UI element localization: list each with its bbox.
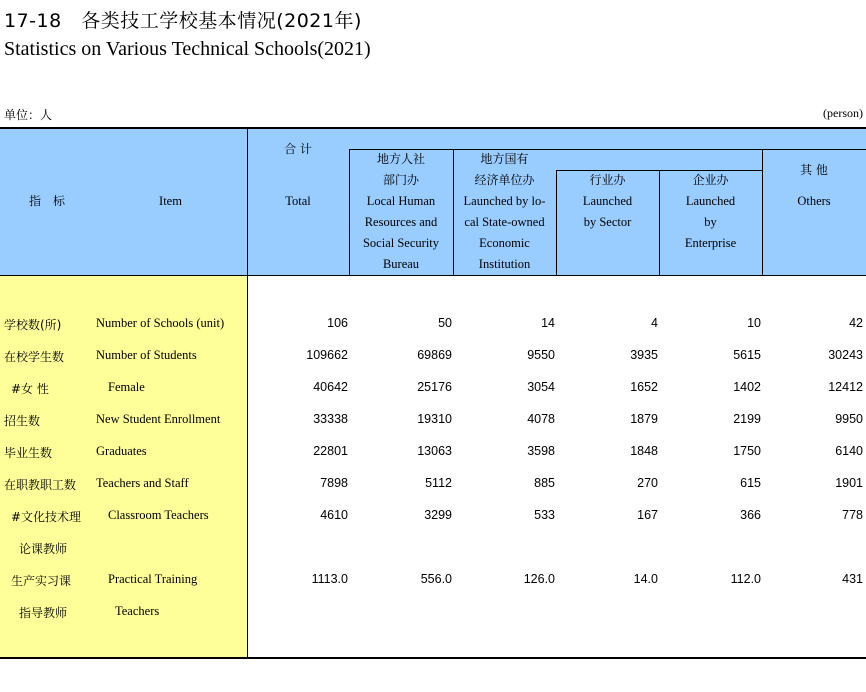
header-indicator: 指 标: [28, 194, 65, 208]
row-label-cn: #文化技术理: [11, 510, 82, 524]
row-label-en: Practical Training: [108, 572, 198, 586]
header-state-owned: 地方国有 经济单位办 Launched by lo- cal State-owned Economic Institution: [463, 152, 546, 271]
table-cell: 33338: [313, 412, 348, 426]
table-cell: 112.0: [730, 572, 761, 586]
table-cell: 42: [849, 316, 863, 330]
table-cell: 10: [747, 316, 761, 330]
table-cell: 1402: [733, 380, 761, 394]
header-item: Item: [159, 194, 182, 208]
table-cell: 5112: [425, 476, 452, 490]
row-label-cn: 生产实习课: [11, 574, 72, 588]
table-cell: 109662: [306, 348, 348, 362]
row-label-cn: 指导教师: [19, 606, 68, 620]
row-label-en: Number of Schools (unit): [96, 316, 225, 330]
row-label-en: New Student Enrollment: [96, 412, 221, 426]
table-cell: 126.0: [523, 572, 555, 586]
table-cell: 22801: [313, 444, 348, 458]
table-bottom-rule: [0, 657, 866, 659]
header-total-en: Total: [285, 194, 311, 208]
unit-label-cn: 单位：人: [4, 108, 53, 122]
table-cell: 6140: [835, 444, 863, 458]
table-cell: 885: [534, 476, 555, 490]
table-cell: 778: [842, 508, 863, 522]
table-cell: 12412: [828, 380, 863, 394]
table-cell: 270: [637, 476, 658, 490]
row-label-cn: #女 性: [11, 382, 49, 396]
table-cell: 4: [651, 316, 658, 330]
table-cell: 3299: [424, 508, 452, 522]
table-cell: 2199: [733, 412, 761, 426]
table-cell: 3598: [527, 444, 555, 458]
table-cell: 7898: [320, 476, 348, 490]
table-cell: 1652: [630, 380, 658, 394]
table-cell: 4078: [527, 412, 555, 426]
row-label-en: Classroom Teachers: [108, 508, 209, 522]
table-cell: 1901: [835, 476, 863, 490]
table-cell: 1750: [733, 444, 761, 458]
header-bottom-rule: [0, 275, 866, 276]
table-stub-background: [0, 276, 247, 658]
header-local-hr: 地方人社 部门办 Local Human Resources and Social Security Bureau: [362, 152, 440, 271]
header-others: 其 他 Others: [797, 163, 831, 208]
table-cell: 13063: [417, 444, 452, 458]
row-label-cn: 论课教师: [19, 542, 68, 556]
table-cell: 167: [637, 508, 658, 522]
row-label-cn: 招生数: [4, 414, 41, 428]
table-cell: 1113.0: [311, 572, 348, 586]
table-cell: 14.0: [633, 572, 658, 586]
table-cell: 30243: [828, 348, 863, 362]
table-cell: 615: [740, 476, 761, 490]
header-total-cn: 合 计: [284, 142, 312, 156]
table-cell: 40642: [313, 380, 348, 394]
table-cell: 9550: [527, 348, 555, 362]
header-enterprise: 企业办 Launched by Enterprise: [684, 173, 737, 250]
row-label-en: Number of Students: [96, 348, 197, 362]
row-label-cn: 在校学生数: [4, 350, 65, 364]
table-cell: 69869: [417, 348, 452, 362]
table-cell: 14: [541, 316, 555, 330]
row-label-cn: 学校数(所): [4, 318, 62, 332]
table-cell: 50: [438, 316, 452, 330]
table-cell: 1879: [630, 412, 658, 426]
table-cell: 533: [534, 508, 555, 522]
unit-label-en: (person): [823, 106, 863, 120]
header-sector: 行业办 Launched by Sector: [582, 173, 633, 229]
row-label-en: Graduates: [96, 444, 147, 458]
table-cell: 366: [740, 508, 761, 522]
row-label-en: Teachers and Staff: [96, 476, 189, 490]
page-title-cn: 17-18 各类技工学校基本情况(2021年): [4, 10, 362, 32]
table-cell: 9950: [835, 412, 863, 426]
table-cell: 5615: [733, 348, 761, 362]
row-label-cn: 在职教职工数: [4, 478, 77, 492]
page-title-en: Statistics on Various Technical Schools(2021): [4, 38, 371, 60]
table-cell: 25176: [417, 380, 452, 394]
table-cell: 556.0: [420, 572, 452, 586]
table-cell: 19310: [417, 412, 452, 426]
table-cell: 4610: [320, 508, 348, 522]
row-label-cn: 毕业生数: [4, 446, 53, 460]
row-label-en: Teachers: [115, 604, 160, 618]
row-label-en: Female: [108, 380, 145, 394]
table-cell: 1848: [630, 444, 658, 458]
table-cell: 3054: [527, 380, 555, 394]
table-cell: 431: [842, 572, 863, 586]
table-top-rule: [0, 127, 866, 129]
table-cell: 106: [327, 316, 348, 330]
table-cell: 3935: [630, 348, 658, 362]
